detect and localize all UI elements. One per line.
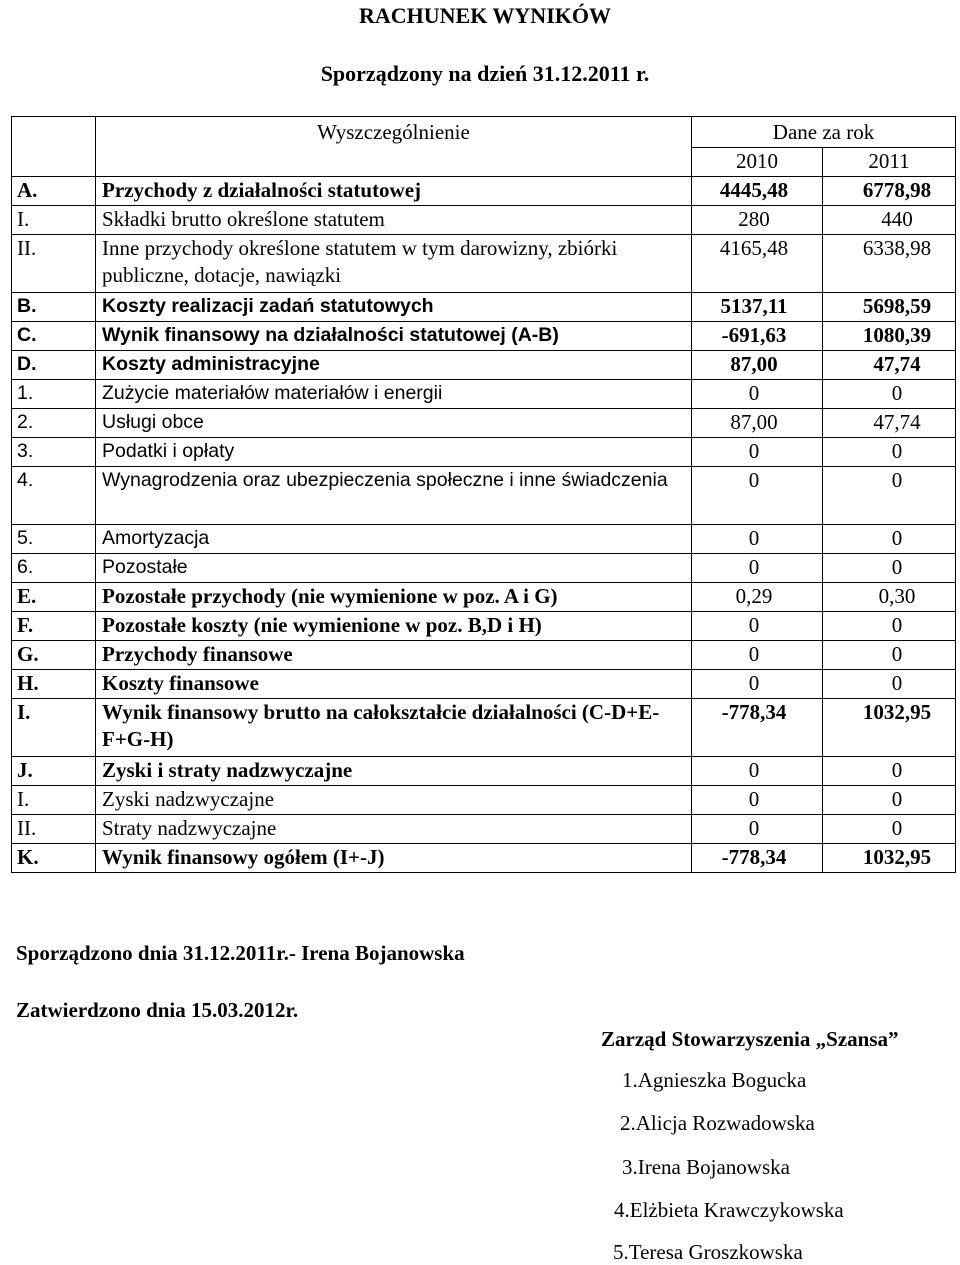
table-row — [12, 351, 956, 380]
row-label: Przychody finansowe — [96, 641, 692, 670]
row-value-2011: 440 — [823, 206, 956, 235]
approved-date-line: Zatwierdzono dnia 15.03.2012r. — [16, 998, 299, 1022]
row-value-2010: 0 — [692, 554, 823, 583]
row-value-2010: 0 — [692, 815, 823, 844]
row-value-2010: 0 — [692, 757, 823, 786]
row-label: Amortyzacja — [96, 525, 692, 554]
row-label: Koszty finansowe — [96, 670, 692, 699]
row-value-2011: 0 — [823, 438, 956, 467]
table-row — [12, 380, 956, 409]
row-value-2010: 5137,11 — [692, 293, 823, 322]
row-label: Pozostałe koszty (nie wymienione w poz. B,D i H) — [96, 612, 692, 641]
row-label: Pozostałe przychody (nie wymienione w poz. A i G) — [96, 583, 692, 612]
table-row — [12, 583, 956, 612]
row-value-2010: 0 — [692, 438, 823, 467]
row-code: I. — [12, 206, 96, 235]
row-value-2011: 0 — [823, 380, 956, 409]
board-member: 1.Agnieszka Bogucka — [622, 1068, 807, 1092]
row-value-2010: -778,34 — [692, 699, 823, 757]
row-value-2010: 0,29 — [692, 583, 823, 612]
row-label: Składki brutto określone statutem — [96, 206, 692, 235]
row-code: 1. — [12, 380, 96, 409]
board-title: Zarząd Stowarzyszenia „Szansa” — [601, 1027, 899, 1051]
document-date-line: Sporządzony na dzień 31.12.2011 r. — [320, 61, 650, 86]
row-value-2011: 0 — [823, 467, 956, 525]
row-label: Zyski nadzwyczajne — [96, 786, 692, 815]
row-label: Zyski i straty nadzwyczajne — [96, 757, 692, 786]
board-member: 3.Irena Bojanowska — [622, 1155, 790, 1179]
table-row — [12, 815, 956, 844]
header-blank-cell — [12, 117, 96, 177]
row-value-2011: 47,74 — [823, 351, 956, 380]
row-label: Koszty administracyjne — [96, 351, 692, 380]
row-code: 5. — [12, 525, 96, 554]
row-code: C. — [12, 322, 96, 351]
row-label: Wynagrodzenia oraz ubezpieczenia społeczne i inne świadczenia — [96, 467, 692, 525]
row-code: II. — [12, 815, 96, 844]
table-row — [12, 612, 956, 641]
row-code: 4. — [12, 467, 96, 525]
row-value-2010: 0 — [692, 380, 823, 409]
board-member: 2.Alicja Rozwadowska — [620, 1111, 815, 1135]
table-row — [12, 757, 956, 786]
row-value-2011: 0 — [823, 786, 956, 815]
row-code: 6. — [12, 554, 96, 583]
row-value-2011: 47,74 — [823, 409, 956, 438]
row-label: Wynik finansowy ogółem (I+-J) — [96, 844, 692, 873]
table-row — [12, 467, 956, 525]
row-code: D. — [12, 351, 96, 380]
row-code: 3. — [12, 438, 96, 467]
row-value-2011: 0 — [823, 815, 956, 844]
row-value-2010: 4165,48 — [692, 235, 823, 293]
row-value-2011: 1032,95 — [823, 699, 956, 757]
table-header-row — [12, 117, 956, 148]
row-label: Inne przychody określone statutem w tym darowizny, zbiórki publiczne, dotacje, nawiązki — [96, 235, 692, 293]
row-value-2011: 6338,98 — [823, 235, 956, 293]
row-code: I. — [12, 699, 96, 757]
row-value-2010: 87,00 — [692, 409, 823, 438]
row-value-2011: 1080,39 — [823, 322, 956, 351]
row-value-2011: 5698,59 — [823, 293, 956, 322]
row-label: Straty nadzwyczajne — [96, 815, 692, 844]
row-value-2010: 87,00 — [692, 351, 823, 380]
row-value-2011: 1032,95 — [823, 844, 956, 873]
document-title: RACHUNEK WYNIKÓW — [358, 3, 611, 28]
row-value-2010: 280 — [692, 206, 823, 235]
header-specification: Wyszczególnienie — [96, 117, 692, 177]
row-code: F. — [12, 612, 96, 641]
row-value-2010: -691,63 — [692, 322, 823, 351]
table-row — [12, 844, 956, 873]
table-row — [12, 177, 956, 206]
table-row — [12, 438, 956, 467]
row-value-2010: 0 — [692, 670, 823, 699]
row-label: Wynik finansowy na działalności statutowej (A-B) — [96, 322, 692, 351]
row-code: K. — [12, 844, 96, 873]
row-label: Zużycie materiałów materiałów i energii — [96, 380, 692, 409]
header-data-for-year: Dane za rok — [692, 117, 956, 148]
board-member: 5.Teresa Groszkowska — [613, 1240, 803, 1264]
row-label: Podatki i opłaty — [96, 438, 692, 467]
row-value-2010: -778,34 — [692, 844, 823, 873]
row-code: A. — [12, 177, 96, 206]
row-value-2011: 0 — [823, 641, 956, 670]
row-code: 2. — [12, 409, 96, 438]
row-value-2010: 0 — [692, 467, 823, 525]
table-row — [12, 670, 956, 699]
row-value-2011: 0 — [823, 525, 956, 554]
row-value-2011: 0 — [823, 757, 956, 786]
row-code: G. — [12, 641, 96, 670]
row-value-2011: 6778,98 — [823, 177, 956, 206]
table-row — [12, 409, 956, 438]
row-code: B. — [12, 293, 96, 322]
row-code: E. — [12, 583, 96, 612]
row-code: I. — [12, 786, 96, 815]
table-row — [12, 525, 956, 554]
row-value-2011: 0 — [823, 554, 956, 583]
table-row — [12, 206, 956, 235]
table-row — [12, 699, 956, 757]
row-code: II. — [12, 235, 96, 293]
row-label: Pozostałe — [96, 554, 692, 583]
row-label: Przychody z działalności statutowej — [96, 177, 692, 206]
row-label: Wynik finansowy brutto na całokształcie działalności (C-D+E-F+G-H) — [96, 699, 692, 757]
row-value-2011: 0 — [823, 670, 956, 699]
table-row — [12, 235, 956, 293]
table-row — [12, 322, 956, 351]
table-row — [12, 786, 956, 815]
table-row — [12, 641, 956, 670]
row-value-2010: 0 — [692, 525, 823, 554]
row-code: H. — [12, 670, 96, 699]
row-code: J. — [12, 757, 96, 786]
row-label: Usługi obce — [96, 409, 692, 438]
row-value-2010: 4445,48 — [692, 177, 823, 206]
prepared-by-line: Sporządzono dnia 31.12.2011r.- Irena Bojanowska — [16, 941, 465, 965]
table-row — [12, 293, 956, 322]
header-year-2010: 2010 — [692, 148, 823, 177]
row-value-2011: 0 — [823, 612, 956, 641]
board-member: 4.Elżbieta Krawczykowska — [614, 1198, 844, 1222]
table-row — [12, 554, 956, 583]
row-label: Koszty realizacji zadań statutowych — [96, 293, 692, 322]
row-value-2010: 0 — [692, 612, 823, 641]
row-value-2010: 0 — [692, 786, 823, 815]
row-value-2011: 0,30 — [823, 583, 956, 612]
row-value-2010: 0 — [692, 641, 823, 670]
income-statement-table — [11, 116, 956, 873]
header-year-2011: 2011 — [823, 148, 956, 177]
